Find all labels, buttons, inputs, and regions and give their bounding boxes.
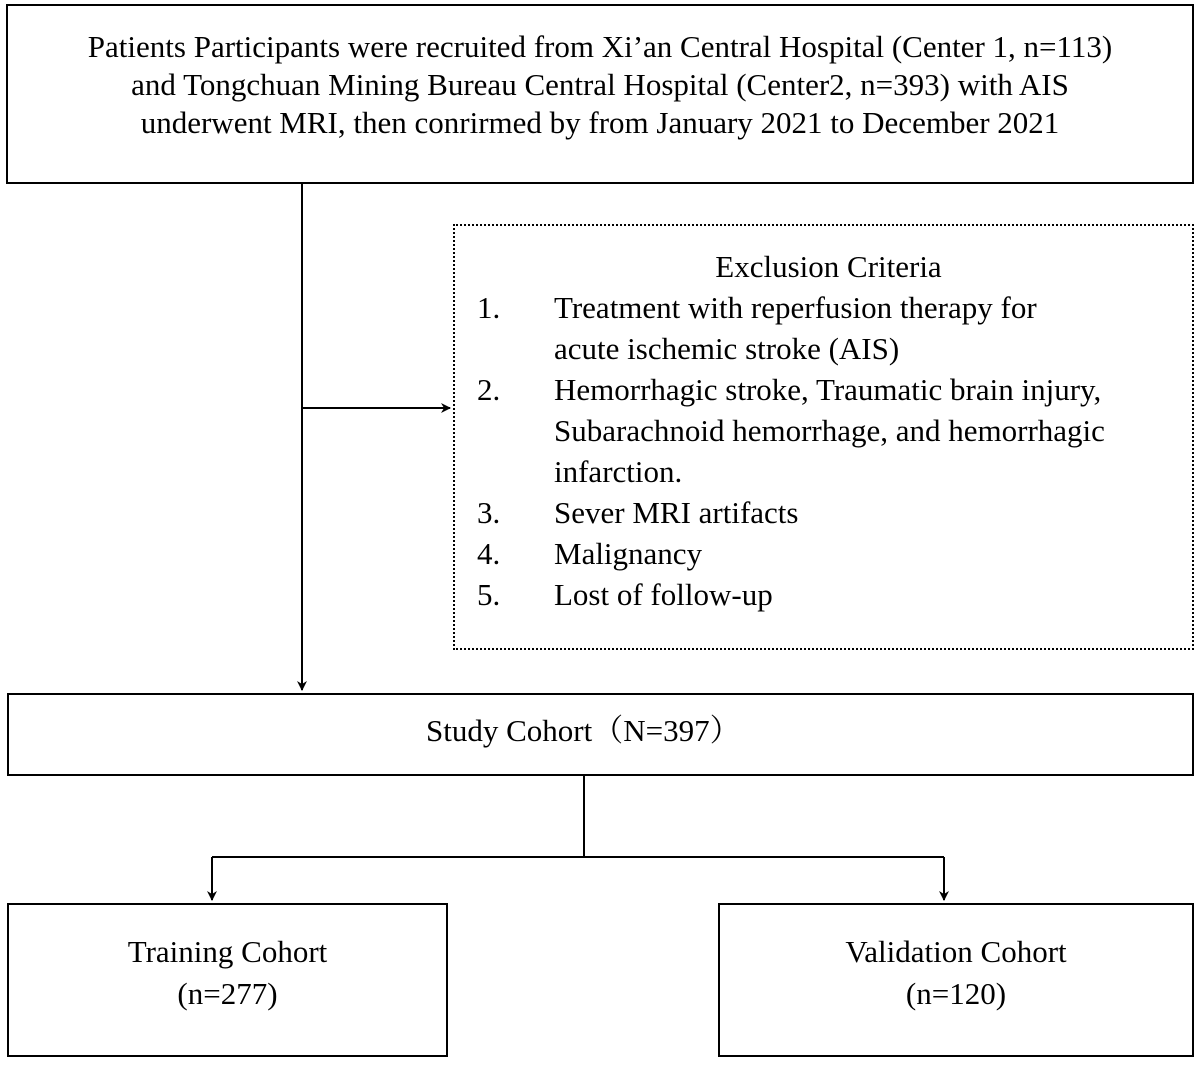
study-cohort-label: Study Cohort（N=397） bbox=[426, 713, 741, 748]
recruitment-line-1: Patients Participants were recruited from Xi’an Central Hospital (Center 1, n=113) bbox=[87, 29, 1113, 64]
exclusion-item bbox=[477, 533, 1192, 574]
exclusion-item-text: Lost of follow-up bbox=[554, 577, 773, 612]
training-cohort-count: (n=277) bbox=[177, 976, 278, 1011]
study-cohort-box bbox=[7, 693, 1194, 776]
exclusion-item-number: 3. bbox=[477, 495, 501, 530]
exclusion-criteria-list bbox=[477, 287, 1192, 615]
recruitment-line-2: and Tongchuan Mining Bureau Central Hospital (Center2, n=393) with AIS bbox=[131, 67, 1069, 102]
exclusion-item-number: 5. bbox=[477, 577, 501, 612]
exclusion-item-number: 2. bbox=[477, 372, 501, 407]
exclusion-item-text: Sever MRI artifacts bbox=[554, 495, 799, 530]
exclusion-item-number: 1. bbox=[477, 290, 501, 325]
exclusion-item-text: Hemorrhagic stroke, Traumatic brain injury, Subarachnoid hemorrhage, and hemorrhagic infarction. bbox=[554, 372, 1105, 489]
training-cohort-title: Training Cohort bbox=[127, 934, 328, 969]
exclusion-item bbox=[477, 287, 1192, 369]
validation-cohort-count: (n=120) bbox=[905, 976, 1007, 1011]
validation-cohort-title: Validation Cohort bbox=[845, 934, 1067, 969]
training-cohort-box bbox=[7, 903, 448, 1057]
exclusion-item-text: Malignancy bbox=[554, 536, 703, 571]
exclusion-criteria-title: Exclusion Criteria bbox=[715, 249, 942, 284]
exclusion-item bbox=[477, 492, 1192, 533]
exclusion-item bbox=[477, 574, 1192, 615]
exclusion-item bbox=[477, 369, 1192, 492]
validation-cohort-box bbox=[718, 903, 1194, 1057]
recruitment-box bbox=[6, 4, 1194, 184]
recruitment-line-3: underwent MRI, then conrirmed by from January 2021 to December 2021 bbox=[140, 105, 1060, 140]
exclusion-criteria-box bbox=[453, 224, 1194, 650]
exclusion-item-number: 4. bbox=[477, 536, 501, 571]
exclusion-item-text: Treatment with reperfusion therapy for acute ischemic stroke (AIS) bbox=[554, 290, 1037, 366]
